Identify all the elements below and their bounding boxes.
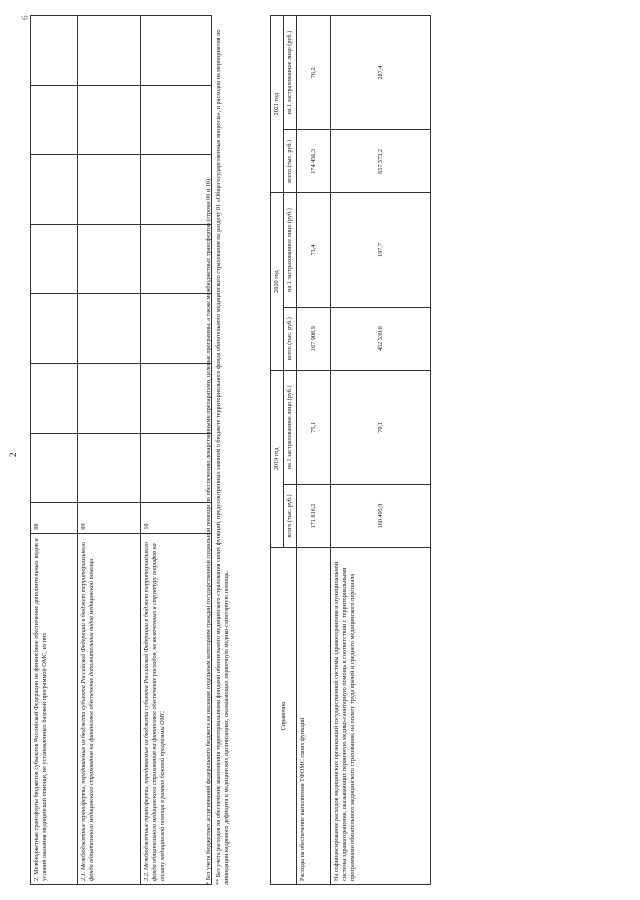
table-row [331,16,431,885]
value-cell: 76,2 [297,16,331,130]
subheader-per-person: на 1 застрахованное лицо (руб.) [284,193,297,307]
footnotes [205,15,233,885]
value-cell: 174 456,3 [297,130,331,193]
row-label: Расходы на обеспечение выполнения ТФОМС своих функций [297,548,331,885]
empty-cell [78,224,141,294]
row-name: 2. Межбюджетные трансферты бюджетов субъектов Российской Федерации на финансовое обеспечение дополнительных видов и условий оказания медицинской помощи, не установленных базовой программой ОМС, из них [31,533,78,884]
header-row [271,16,284,885]
empty-cell [31,16,78,86]
empty-cell [31,294,78,364]
empty-cell [78,85,141,155]
value-cell: 287,4 [331,16,431,130]
value-cell: 167 908,9 [297,307,331,370]
empty-cell [31,155,78,225]
empty-cell [78,16,141,86]
empty-cell [141,155,212,225]
row-name: 2.1. Межбюджетные трансферты, передаваемые из бюджета субъекта Российской Федерации в бюджет территориального фонда обязательного медицинского страхования на финансовое обеспечение дополнительных видов медицинской помощи [78,533,141,884]
empty-cell [31,224,78,294]
empty-cell [31,433,78,503]
empty-cell [31,364,78,434]
table-row [78,16,141,885]
table-row [141,16,212,885]
year-header: 2021 год [271,16,284,193]
empty-cell [141,224,212,294]
empty-cell [78,433,141,503]
subheader-per-person: на 1 застрахованное лицо (руб.) [284,370,297,484]
row-code: 10 [141,503,212,533]
subheader-total: всего (тыс. руб.) [284,130,297,193]
empty-cell [141,85,212,155]
subheader-per-person: на 1 застрахованное лицо (руб.) [284,16,297,130]
value-cell: 73,4 [297,193,331,307]
empty-cell [141,433,212,503]
value-cell: 75,1 [297,370,331,484]
page-number: 2 [8,452,18,457]
value-cell: 452 339,0 [331,307,431,370]
value-cell: 70,1 [331,370,431,484]
empty-cell [78,364,141,434]
row-code: 09 [78,503,141,533]
row-code: 08 [31,503,78,533]
empty-cell [78,155,141,225]
corner-mark: 6 [20,15,30,20]
empty-cell [78,294,141,364]
year-header: 2019 год [271,370,284,547]
subheader-total: всего (тыс. руб.) [284,484,297,547]
table-row [31,16,78,885]
value-cell: 197,7 [331,193,431,307]
year-header: 2020 год [271,193,284,370]
empty-cell [141,294,212,364]
footnote: ** Без учета расходов на обеспечение выполнения территориальными фондами обязательного медицинского страхования своих функций, предусмотренных законом о бюджете территориального фонда обязательного медицинского страхования по разделу 01 «Общегосударственные вопросы», и расходов на мероприятия по ликвидации кадрового дефицита в медицинских организациях, оказывающих первичную медико-санитарную помощь. [215,29,230,885]
empty-cell [141,16,212,86]
empty-cell [141,364,212,434]
row-label: На софинансирование расходов медицинских организаций государственной системы здравоохранения и муниципальной системы здравоохранения, оказывающих первичную медико-санитарную помощь в соответствии с территориальными программами обязательного медицинского страхования, на оплату труда врачей и среднего медицинского персонала [331,548,431,885]
reference-header-label: Справочно [271,548,297,885]
subheader-total: всего (тыс. руб.) [284,307,297,370]
value-cell: 657 573,2 [331,130,431,193]
footnote: * Без учета бюджетных ассигнований федерального бюджета на оказание отдельным категориям граждан государственной социальной помощи по обеспечению лекарственными препаратами, целевые программы, а также межбюджетных трансфертов (строки 06 и 10). [205,177,212,885]
value-cell: 171 816,2 [297,484,331,547]
transfers-table [30,15,212,885]
table-row [297,16,331,885]
value-cell: 160 495,9 [331,484,431,547]
row-name: 2.2. Межбюджетные трансферты, передаваемые из бюджета субъекта Российской Федерации в бюджет территориального фонда обязательного медицинского страхования на финансовое обеспечение расходов, не включенных в структуру тарифов на оплату медицинской помощи в рамках базовой программы ОМС [141,533,212,884]
reference-table [270,15,431,885]
empty-cell [31,85,78,155]
